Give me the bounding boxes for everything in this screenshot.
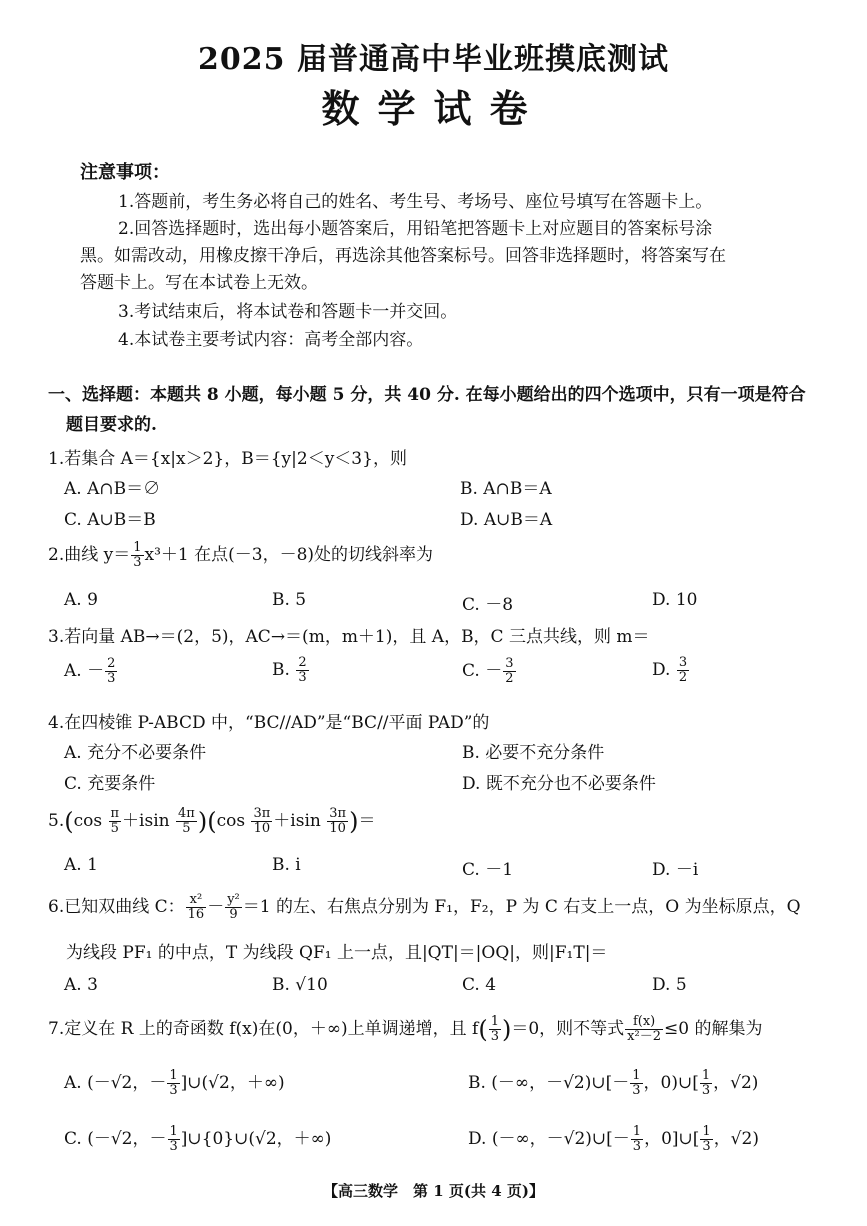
fraction xyxy=(700,1125,712,1154)
stem-suffix: ＝1 的左、右焦点分别为 F₁，F₂，P 为 C 右支上一点，O 为坐标原点，Q xyxy=(242,897,801,917)
fraction-denominator: 3 xyxy=(133,555,142,570)
option-text: ]∪(√2，＋∞) xyxy=(180,1073,285,1093)
term: ＋isin xyxy=(122,811,170,831)
fraction xyxy=(186,893,207,922)
stem-prefix: 7.定义在 R 上的奇函数 f(x)在(0，＋∞)上单调递增，且 f xyxy=(48,1019,479,1039)
fraction-denominator: 5 xyxy=(182,821,191,836)
fraction xyxy=(327,807,348,836)
option-text: ，√2) xyxy=(713,1129,759,1149)
fraction-numerator: 1 xyxy=(632,1124,642,1139)
fraction-numerator: y² xyxy=(227,892,240,907)
notice-item-1: 1.答题前，考生务必将自己的姓名、考生号、考场号、座位号填写在答题卡上。 xyxy=(118,192,713,212)
fraction-numerator: 1 xyxy=(133,540,142,555)
fraction xyxy=(225,893,242,922)
fraction xyxy=(251,807,272,836)
option-label: A. － xyxy=(64,661,105,681)
question-6-option-a: A. 3 xyxy=(64,975,98,995)
question-7-option-b xyxy=(468,1068,758,1098)
fraction-denominator: 5 xyxy=(110,821,119,836)
term: ＋isin xyxy=(273,811,321,831)
option-text: B. (－∞，－√2)∪[－ xyxy=(468,1073,630,1093)
fraction xyxy=(176,807,197,836)
fraction-numerator: π xyxy=(110,806,120,821)
paren: )( xyxy=(197,807,217,836)
fraction-denominator: 3 xyxy=(632,1139,642,1154)
stem-middle: ＝0，则不等式 xyxy=(511,1019,625,1039)
term: cos xyxy=(73,811,103,831)
question-1-option-b: B. A∩B＝A xyxy=(460,479,552,499)
option-text: C. (－√2，－ xyxy=(64,1129,167,1149)
question-5-option-a: A. 1 xyxy=(64,855,98,875)
term: cos xyxy=(216,811,246,831)
question-1-option-d: D. A∪B＝A xyxy=(460,510,553,530)
question-6-option-d: D. 5 xyxy=(652,975,687,995)
fraction xyxy=(105,657,117,686)
stem-prefix: 6.已知双曲线 C： xyxy=(48,897,185,917)
fraction xyxy=(677,656,689,685)
option-label: C. － xyxy=(462,661,503,681)
question-6-stem-line2: 为线段 PF₁ 的中点，T 为线段 QF₁ 上一点，且|QT|＝|OQ|，则|F₁T|＝ xyxy=(66,943,608,963)
question-7-option-a xyxy=(64,1068,285,1098)
fraction-denominator: 3 xyxy=(702,1139,711,1154)
question-4-option-a: A. 充分不必要条件 xyxy=(64,743,207,763)
fraction-denominator: 16 xyxy=(187,907,205,922)
question-2-stem-prefix: 2.曲线 y＝ xyxy=(48,545,131,565)
notice-item-2-line1: 2.回答选择题时，选出每小题答案后，用铅笔把答题卡上对应题目的答案标号涂 xyxy=(118,219,713,239)
fraction-numerator: 1 xyxy=(702,1124,711,1139)
equals: ＝ xyxy=(358,811,376,831)
fraction-denominator: 3 xyxy=(169,1083,178,1098)
fraction-denominator: 3 xyxy=(701,1083,711,1098)
paren: ( xyxy=(64,807,74,836)
question-3-option-d xyxy=(652,656,690,685)
fraction-numerator: 2 xyxy=(298,655,307,670)
question-6-option-b: B. √10 xyxy=(272,975,328,995)
fraction-numerator: 1 xyxy=(701,1068,711,1083)
question-2-option-b: B. 5 xyxy=(272,590,307,610)
question-1-option-a: A. A∩B＝∅ xyxy=(64,479,161,499)
question-7-option-d xyxy=(468,1124,759,1154)
option-text: D. (－∞，－√2)∪[－ xyxy=(468,1129,630,1149)
question-5-option-c: C. －1 xyxy=(462,860,514,880)
fraction xyxy=(503,657,515,686)
fraction xyxy=(630,1069,642,1098)
fraction-numerator: x² xyxy=(186,893,207,908)
question-2-fraction xyxy=(131,541,143,570)
stem-suffix: ≤0 的解集为 xyxy=(664,1019,763,1039)
section-heading-line1: 一、选择题：本题共 8 小题，每小题 5 分，共 40 分. 在每小题给出的四个选项中，只有一项是符合 xyxy=(48,385,806,405)
question-number: 5. xyxy=(48,811,65,831)
paren: ( xyxy=(478,1015,488,1044)
notice-item-4: 4.本试卷主要考试内容：高考全部内容。 xyxy=(118,330,424,350)
fraction-denominator: 3 xyxy=(169,1139,178,1154)
question-7-option-c xyxy=(64,1124,331,1154)
fraction xyxy=(489,1015,501,1044)
exam-title: 2025 届普通高中毕业班摸底测试 xyxy=(198,42,669,77)
option-text: ，0]∪[ xyxy=(644,1129,700,1149)
fraction-denominator: x²－2 xyxy=(627,1029,661,1044)
option-text: ]∪{0}∪(√2，＋∞) xyxy=(180,1129,332,1149)
question-2-stem-suffix: x³＋1 在点(－3，－8)处的切线斜率为 xyxy=(144,545,434,565)
option-label: D. xyxy=(652,660,676,680)
section-heading-line2: 题目要求的. xyxy=(66,415,157,435)
option-text: ，√2) xyxy=(713,1073,759,1093)
fraction-denominator: 10 xyxy=(329,821,346,836)
question-4-option-c: C. 充要条件 xyxy=(64,774,156,794)
question-2-stem xyxy=(48,540,433,570)
question-3-option-c xyxy=(462,656,517,686)
fraction xyxy=(109,807,122,836)
question-4-option-b: B. 必要不充分条件 xyxy=(462,743,605,763)
question-1-stem: 1.若集合 A＝{x|x＞2}，B＝{y|2＜y＜3}，则 xyxy=(48,449,407,469)
question-2-option-d: D. 10 xyxy=(652,590,698,610)
question-6-option-c: C. 4 xyxy=(462,975,497,995)
page-footer: 【高三数学 第 1 页(共 4 页)】 xyxy=(323,1182,544,1200)
question-5-option-d: D. －i xyxy=(652,860,699,880)
option-text: ，0)∪[ xyxy=(643,1073,699,1093)
question-6-stem xyxy=(48,892,801,922)
fraction-numerator: 3π xyxy=(253,806,271,821)
fraction-numerator: 4π xyxy=(178,806,195,821)
fraction-denominator: 3 xyxy=(107,671,116,686)
fraction-numerator: 1 xyxy=(632,1068,641,1083)
fraction xyxy=(700,1069,712,1098)
question-2-option-c: C. －8 xyxy=(462,595,514,615)
fraction-denominator: 3 xyxy=(298,670,307,685)
fraction-numerator: 3 xyxy=(505,656,514,671)
question-3-stem: 3.若向量 AB→＝(2，5)，AC→＝(m，m＋1)，且 A，B，C 三点共线，则 m＝ xyxy=(48,627,650,647)
paren: ) xyxy=(501,1015,512,1044)
fraction xyxy=(167,1069,179,1098)
option-text: A. (－√2，－ xyxy=(64,1073,167,1093)
fraction xyxy=(168,1125,180,1154)
fraction-numerator: 1 xyxy=(169,1124,178,1139)
fraction-numerator: 1 xyxy=(490,1014,499,1029)
question-5-stem xyxy=(48,806,375,836)
fraction-denominator: 9 xyxy=(229,907,238,922)
fraction-numerator: 3 xyxy=(678,655,688,670)
notice-heading: 注意事项： xyxy=(80,162,170,183)
fraction-denominator: 3 xyxy=(490,1029,499,1044)
question-7-stem xyxy=(48,1014,762,1044)
notice-item-3: 3.考试结束后，将本试卷和答题卡一并交回。 xyxy=(118,302,458,322)
fraction xyxy=(631,1125,643,1154)
question-5-option-b: B. i xyxy=(272,855,301,875)
fraction-numerator: 1 xyxy=(169,1068,178,1083)
minus: － xyxy=(207,897,225,917)
paren: ) xyxy=(349,807,359,836)
question-3-option-b xyxy=(272,656,310,685)
exam-subject-title: 数学试卷 xyxy=(321,86,546,131)
question-3-option-a xyxy=(64,656,118,686)
fraction-denominator: 2 xyxy=(505,671,514,686)
fraction-denominator: 10 xyxy=(253,821,271,836)
fraction-denominator: 2 xyxy=(678,670,688,685)
question-4-stem: 4.在四棱锥 P-ABCD 中，“BC//AD”是“BC//平面 PAD”的 xyxy=(48,713,490,733)
fraction-denominator: 3 xyxy=(632,1083,641,1098)
question-2-option-a: A. 9 xyxy=(64,590,98,610)
notice-item-2-line2: 黑。如需改动，用橡皮擦干净后，再选涂其他答案标号。回答非选择题时，将答案写在 xyxy=(80,246,726,266)
question-4-option-d: D. 既不充分也不必要条件 xyxy=(462,774,656,794)
question-1-option-c: C. A∪B＝B xyxy=(64,510,156,530)
fraction xyxy=(625,1015,663,1044)
fraction-numerator: f(x) xyxy=(625,1015,663,1030)
fraction-numerator: 3π xyxy=(329,806,347,821)
option-label: B. xyxy=(272,660,296,680)
fraction xyxy=(296,656,308,685)
fraction-numerator: 2 xyxy=(107,656,116,671)
notice-item-2-line3: 答题卡上。写在本试卷上无效。 xyxy=(80,273,318,293)
